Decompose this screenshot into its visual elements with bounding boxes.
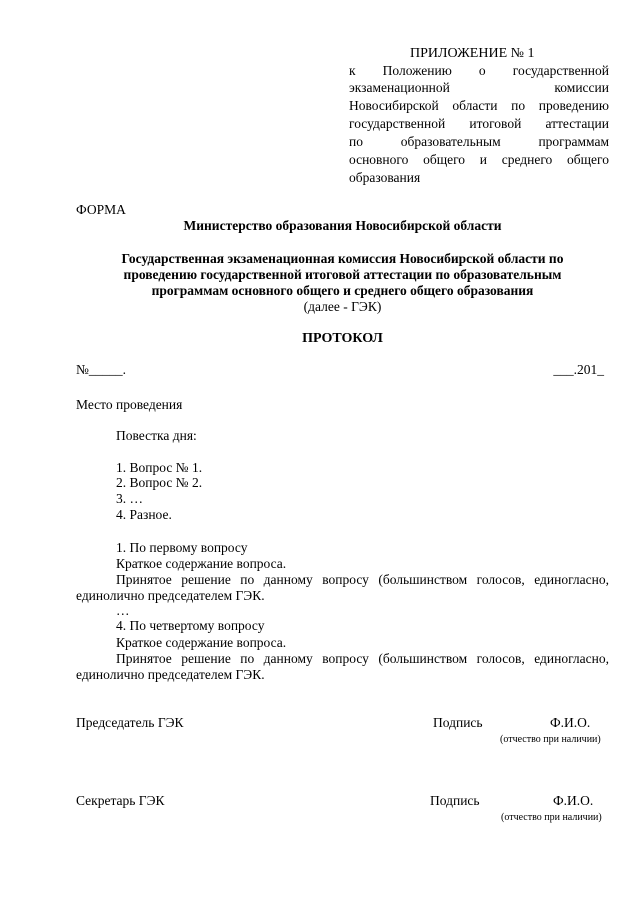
signature-role: Секретарь ГЭК [76, 793, 165, 808]
signature-note: (отчество при наличии) [501, 812, 602, 823]
question-decision: Принятое решение по данному вопросу (большинством голосов, единогласно, [116, 651, 609, 666]
appendix-line: экзаменационной комиссии [349, 80, 609, 95]
appendix-line: образования [349, 170, 421, 185]
commission-abbr: (далее - ГЭК) [303, 299, 382, 314]
appendix-line: основного общего и среднего общего [349, 152, 609, 167]
question-heading: 4. По четвертому вопросу [116, 618, 265, 633]
agenda-item: 2. Вопрос № 2. [116, 475, 203, 490]
appendix-line: по образовательным программам [349, 134, 609, 149]
protocol-date-field: ___.201_ [553, 362, 604, 377]
agenda-title: Повестка дня: [116, 428, 197, 443]
protocol-number-field: №_____. [76, 362, 127, 377]
appendix-title: ПРИЛОЖЕНИЕ № 1 [410, 46, 535, 61]
signature-note: (отчество при наличии) [500, 734, 601, 745]
ellipsis: … [116, 603, 130, 618]
signature-role: Председатель ГЭК [76, 715, 184, 730]
question-decision: единолично председателем ГЭК. [76, 667, 265, 682]
protocol-title: ПРОТОКОЛ [302, 331, 383, 346]
commission-line: программам основного общего и среднего общего образования [151, 283, 534, 298]
appendix-line: государственной итоговой аттестации [349, 116, 609, 131]
signature-sign-label: Подпись [430, 793, 480, 808]
question-heading: 1. По первому вопросу [116, 540, 248, 555]
form-label: ФОРМА [76, 202, 126, 217]
signature-name-label: Ф.И.О. [553, 793, 594, 808]
question-summary: Краткое содержание вопроса. [116, 635, 287, 650]
venue-label: Место проведения [76, 397, 183, 412]
agenda-item: 3. … [116, 491, 143, 506]
agenda-item: 4. Разное. [116, 507, 172, 522]
commission-line: Государственная экзаменационная комиссия Новосибирской области по [121, 251, 564, 266]
commission-line: проведению государственной итоговой аттестации по образовательным [123, 267, 562, 282]
question-summary: Краткое содержание вопроса. [116, 556, 287, 571]
ministry-heading: Министерство образования Новосибирской области [183, 218, 502, 233]
appendix-line: к Положению о государственной [349, 63, 609, 78]
question-decision: Принятое решение по данному вопросу (большинством голосов, единогласно, [116, 572, 609, 587]
agenda-item: 1. Вопрос № 1. [116, 460, 203, 475]
question-decision: единолично председателем ГЭК. [76, 588, 265, 603]
signature-sign-label: Подпись [433, 715, 483, 730]
signature-name-label: Ф.И.О. [550, 715, 591, 730]
appendix-line: Новосибирской области по проведению [349, 98, 609, 113]
